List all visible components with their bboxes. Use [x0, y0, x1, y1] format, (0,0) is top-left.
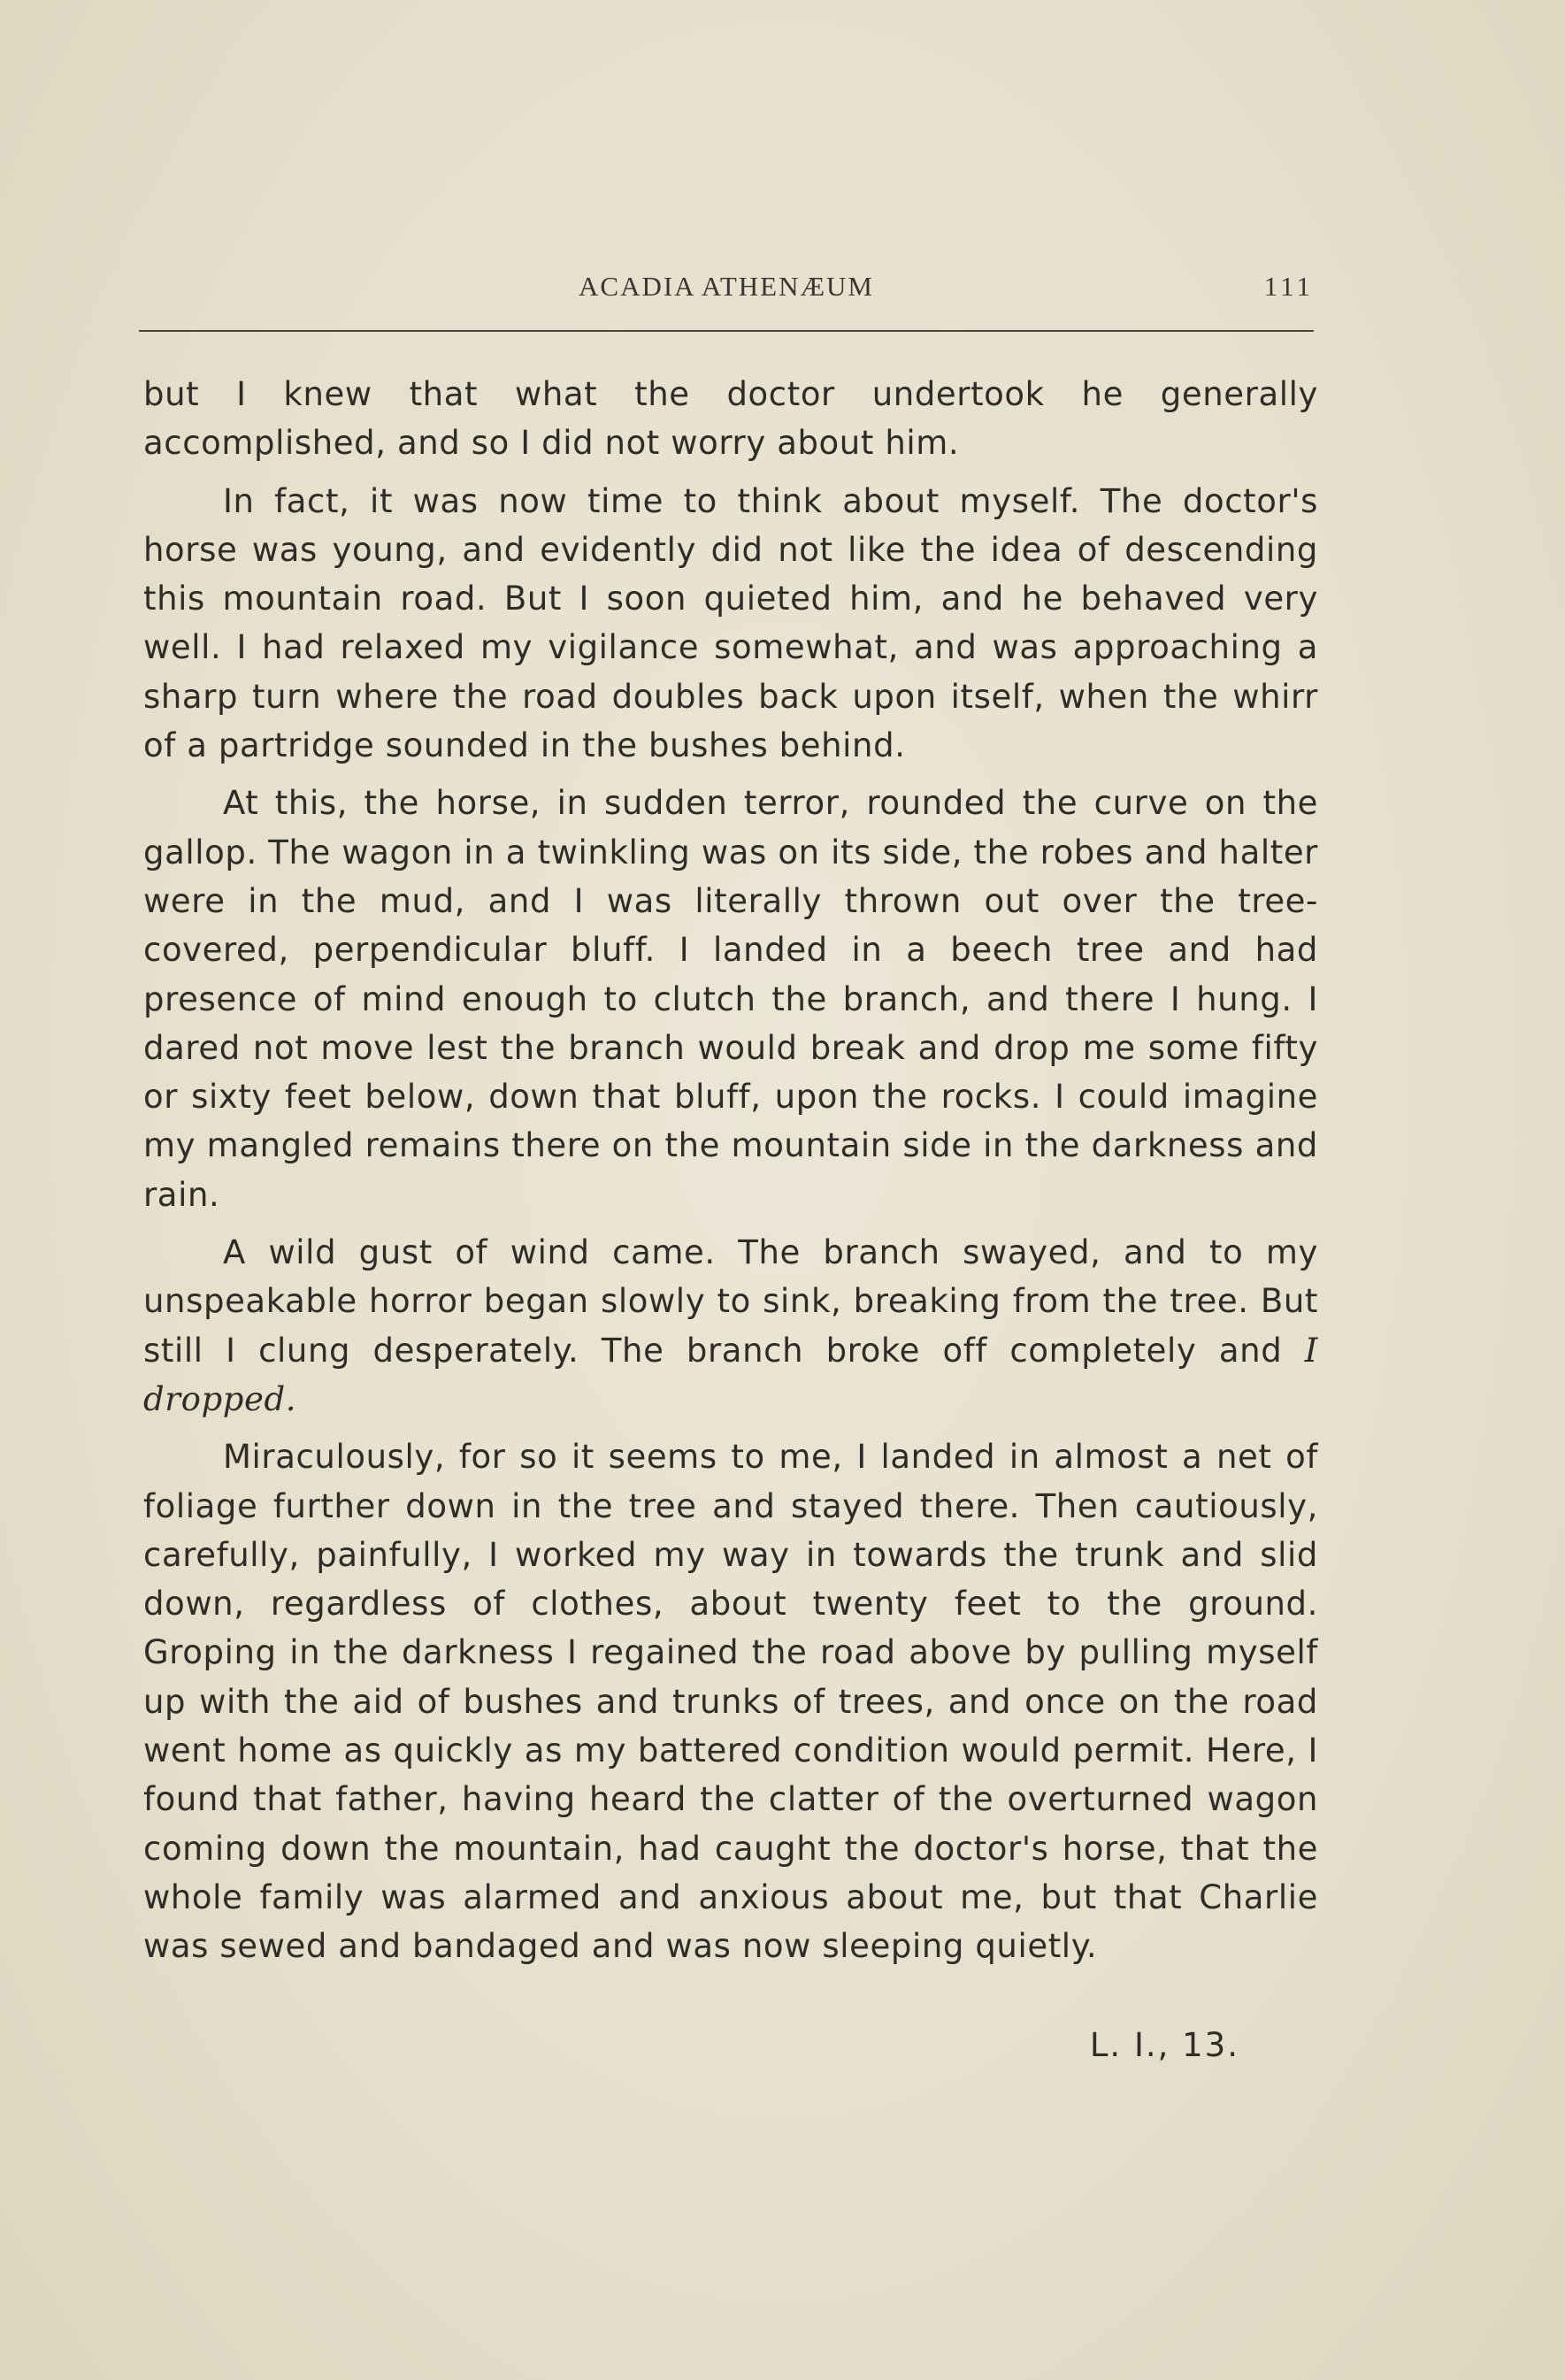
paragraph-1: but I knew that what the doctor undertook he generally accomplished, and so I did not worry about him. [143, 375, 1318, 463]
paragraph-5: Miraculously, for so it seems to me, I landed in almost a net of foliage further down in the tree and stayed there. Then cautiously, carefully, painfully, I worked my way in towards the trunk and slid down, regardless of clothes, about twenty feet to the ground. Groping in the darkness I regained the road above by pulling myself up with the aid of bushes and trunks of trees, and once on the road went home as quickly as my battered condition would permit. Here, I found that father, having heard the clatter of the overturned wagon coming down the mountain, had caught the doctor's horse, that the whole family was alarmed and anxious about me, but that Charlie was sewed and bandaged and was now sleeping quietly. [143, 1438, 1318, 1966]
header-rule [139, 330, 1314, 332]
paragraph-4-text: A wild gust of wind came. The branch swayed, and to my unspeakable horror began slowly to sink, breaking from the tree. But still I clung desperately. The branch broke off completely and [143, 1233, 1318, 1370]
paragraph-3: At this, the horse, in sudden terror, rounded the curve on the gallop. The wagon in a twinkling was on its side, the robes and halter were in the mud, and I was literally thrown out over the tree-covered, perpendicular bluff. I landed in a beech tree and had presence of mind enough to clutch the branch, and there I hung. I dared not move lest the branch would break and drop me some fifty or sixty feet below, down that bluff, upon the rocks. I could imagine my mangled remains there on the mountain side in the darkness and rain. [143, 784, 1318, 1214]
paragraph-2: In fact, it was now time to think about myself. The doctor's horse was young, and evidently did not like the idea of descending this mountain road. But I soon quieted him, and he behaved very well. I had relaxed my vigilance somewhat, and was approaching a sharp turn where the road doubles back upon itself, when the whirr of a partridge sounded in the bushes behind. [143, 481, 1318, 765]
paragraph-4-emphasis: I dropped. [143, 1331, 1318, 1418]
running-head-title: ACADIA ATHENÆUM [579, 271, 874, 302]
paragraph-4 [143, 1228, 1318, 1424]
author-signature: L. I., 13. [1089, 2026, 1239, 2064]
running-head [139, 271, 1314, 315]
article-body [143, 370, 1318, 1980]
page-number: 111 [1263, 271, 1314, 302]
